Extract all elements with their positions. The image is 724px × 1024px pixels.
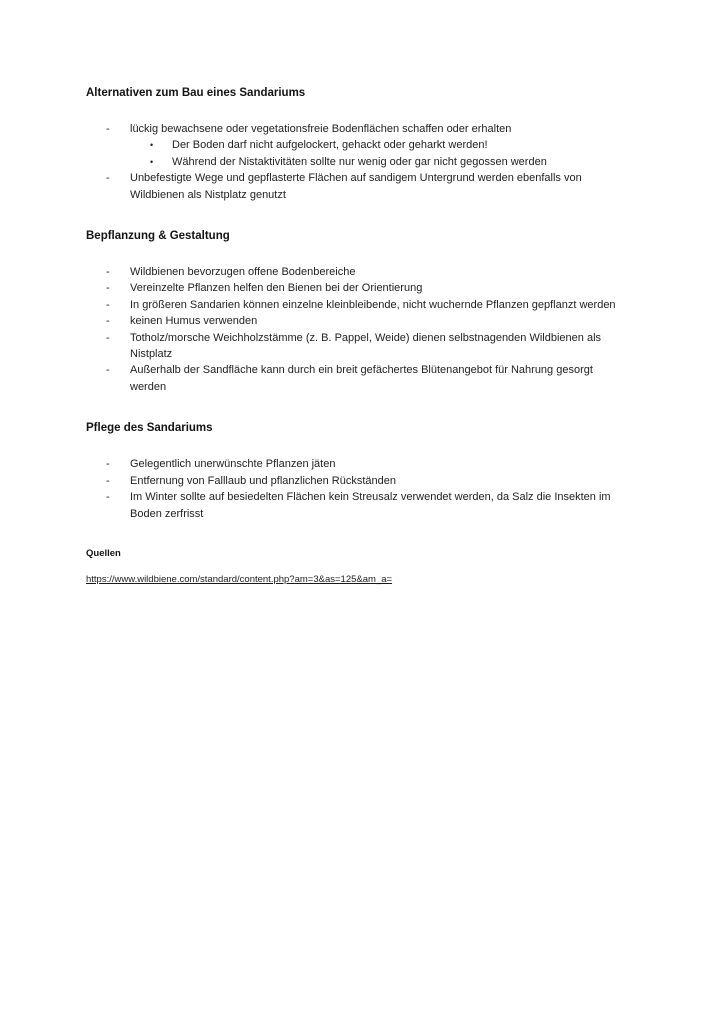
list-item-text: Vereinzelte Pflanzen helfen den Bienen bei der Orientierung xyxy=(130,282,423,295)
sources-section xyxy=(86,548,638,587)
section-bepflanzung xyxy=(86,229,638,395)
dash-bullet-icon: - xyxy=(106,331,110,344)
list-item xyxy=(86,137,626,153)
list-item xyxy=(86,456,626,472)
dash-bullet-icon: - xyxy=(106,315,110,328)
list-item-text: Entfernung von Falllaub und pflanzlichen Rückständen xyxy=(130,474,397,487)
list-item-text: Totholz/morsche Weichholzstämme (z. B. Pappel, Weide) dienen selbstnagenden Wildbienen als Nistplatz xyxy=(130,331,602,361)
dash-bullet-icon: - xyxy=(106,282,110,295)
list-item xyxy=(86,264,626,280)
list-item-text: In größeren Sandarien können einzelne kleinbleibende, nicht wuchernde Pflanzen gepflanzt werden xyxy=(130,298,616,311)
list-item-text: keinen Humus verwenden xyxy=(130,315,258,328)
list-item xyxy=(86,313,626,329)
section-heading: Alternativen zum Bau eines Sandariums xyxy=(86,87,306,99)
dash-bullet-icon: - xyxy=(106,123,110,135)
dot-bullet-icon: • xyxy=(150,140,154,151)
list-item-text: Wildbienen bevorzugen offene Bodenbereiche xyxy=(130,266,356,279)
dash-bullet-icon: - xyxy=(106,458,110,471)
list-item xyxy=(86,330,626,363)
list-item-text: Außerhalb der Sandfläche kann durch ein breit gefächertes Blütenangebot für Nahrung gesorgt werden xyxy=(130,364,593,393)
list-item-text: Gelegentlich unerwünschte Pflanzen jäten xyxy=(130,458,336,471)
dash-bullet-icon: - xyxy=(106,298,110,311)
sources-heading: Quellen xyxy=(86,547,121,559)
bullet-list xyxy=(86,264,626,395)
list-item xyxy=(86,280,626,296)
list-item xyxy=(86,170,626,203)
section-heading: Pflege des Sandariums xyxy=(86,422,213,435)
section-alternativen xyxy=(86,86,638,203)
source-link[interactable]: https://www.wildbiene.com/standard/content.php?am=3&as=125&am_a= xyxy=(86,573,393,585)
list-item-text: lückig bewachsene oder vegetationsfreie Bodenflächen schaffen oder erhalten xyxy=(130,123,512,135)
section-pflege xyxy=(86,421,638,522)
bullet-list xyxy=(86,456,626,522)
dash-bullet-icon: - xyxy=(106,491,110,504)
document-content xyxy=(86,86,638,587)
footer xyxy=(0,870,724,1024)
list-item-text: Unbefestigte Wege und gepflasterte Flächen auf sandigem Untergrund werden ebenfalls von Wildbienen als Nistplatz genutzt xyxy=(130,172,582,201)
dot-bullet-icon: • xyxy=(150,156,154,167)
list-item xyxy=(86,489,626,522)
list-item xyxy=(86,362,626,395)
bullet-list xyxy=(86,121,626,203)
list-item-text: Während der Nistaktivitäten sollte nur wenig oder gar nicht gegossen werden xyxy=(172,155,547,168)
dash-bullet-icon: - xyxy=(106,474,110,487)
section-heading: Bepflanzung & Gestaltung xyxy=(86,230,230,243)
list-item-text: Im Winter sollte auf besiedelten Flächen kein Streusalz verwendet werden, da Salz die Insekten im Boden zerfrisst xyxy=(130,491,611,520)
list-item xyxy=(86,121,626,137)
list-item xyxy=(86,473,626,489)
dash-bullet-icon: - xyxy=(106,266,110,279)
dash-bullet-icon: - xyxy=(106,364,110,377)
dash-bullet-icon: - xyxy=(106,172,110,185)
list-item-text: Der Boden darf nicht aufgelockert, gehackt oder geharkt werden! xyxy=(172,139,488,152)
list-item xyxy=(86,297,626,313)
list-item xyxy=(86,154,626,170)
